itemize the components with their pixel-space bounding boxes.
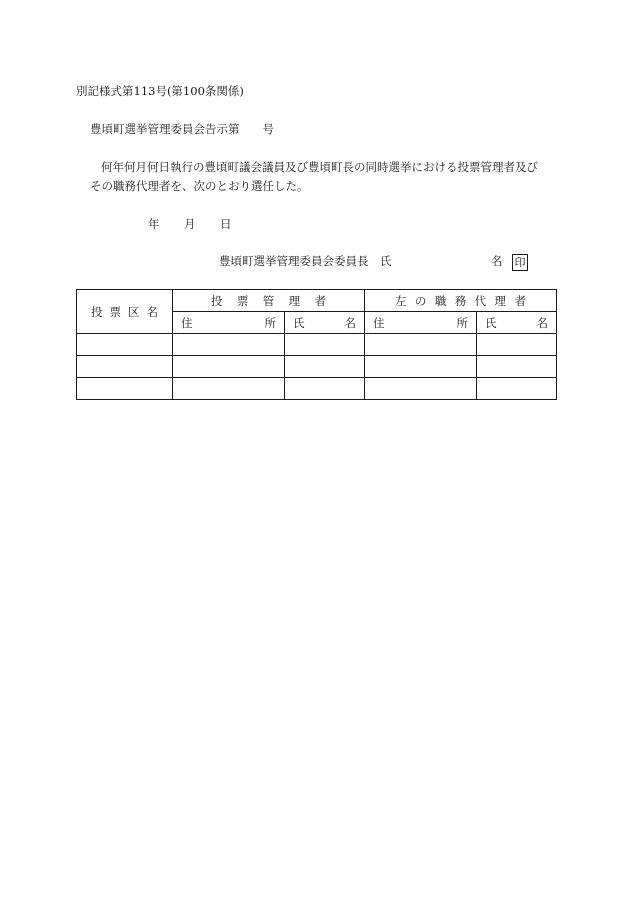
header-char: 者 — [314, 293, 326, 308]
table-cell — [365, 356, 477, 378]
appointment-table — [76, 289, 557, 400]
deputy-header-text — [365, 293, 556, 309]
table-cell — [77, 356, 173, 378]
header-char: 住 — [181, 315, 193, 330]
deputy-header — [365, 290, 557, 312]
form-reference: 別記様式第113号(第100条関係) — [76, 84, 244, 98]
notice-title: 豊頃町選挙管理委員会告示第 号 — [90, 122, 274, 136]
header-char: 管 — [262, 293, 275, 308]
table-cell — [77, 378, 173, 400]
table-row — [77, 356, 557, 378]
body-line-1: 何年何月何日執行の豊頃町議会議員及び豊頃町長の同時選挙における投票管理者及び — [101, 160, 538, 174]
deputy-address-header — [365, 312, 477, 334]
body-line-2: その職務代理者を、次のとおり選任した。 — [90, 179, 309, 193]
date-day: 日 — [220, 217, 232, 231]
table-row — [77, 378, 557, 400]
table-cell — [285, 356, 365, 378]
deputy-name-header — [477, 312, 557, 334]
deputy-name-text — [477, 315, 556, 331]
date-year: 年 — [148, 217, 160, 231]
header-char: 氏 — [485, 315, 497, 330]
header-char: 票 — [236, 293, 249, 308]
table-cell — [477, 334, 557, 356]
header-char: の — [414, 293, 427, 308]
table-row — [77, 334, 557, 356]
header-char: 職 — [434, 293, 447, 308]
header-char: 住 — [373, 315, 385, 330]
header-char: 所 — [264, 315, 276, 330]
manager-header-text — [173, 293, 364, 309]
manager-name-text — [285, 315, 364, 331]
header-char: 票 — [109, 304, 121, 319]
manager-address-text — [173, 315, 284, 331]
table-cell — [173, 378, 285, 400]
table-cell — [173, 356, 285, 378]
signatory-org: 豊頃町選挙管理委員会委員長 氏 — [219, 254, 392, 268]
header-char: 者 — [514, 293, 526, 308]
table-cell — [285, 378, 365, 400]
header-char: 務 — [454, 293, 467, 308]
district-header — [77, 290, 173, 334]
signatory-name-label: 名 — [491, 254, 503, 268]
table-cell — [77, 334, 173, 356]
district-header-text — [77, 304, 172, 320]
table-cell — [477, 378, 557, 400]
header-char: 理 — [494, 293, 507, 308]
table-cell — [173, 334, 285, 356]
header-char: 区 — [128, 304, 140, 319]
header-char: 氏 — [293, 315, 305, 330]
seal-mark: 印 — [512, 254, 528, 271]
header-char: 名 — [536, 315, 548, 330]
header-char: 投 — [211, 293, 223, 308]
header-char: 所 — [456, 315, 468, 330]
manager-address-header — [173, 312, 285, 334]
header-char: 名 — [344, 315, 356, 330]
table-header-row — [77, 290, 557, 312]
header-char: 左 — [395, 293, 407, 308]
table-cell — [285, 334, 365, 356]
header-char: 代 — [474, 293, 487, 308]
table-cell — [365, 334, 477, 356]
deputy-address-text — [365, 315, 476, 331]
manager-header — [173, 290, 365, 312]
date-month: 月 — [184, 217, 196, 231]
header-char: 投 — [91, 304, 103, 319]
header-char: 名 — [146, 304, 158, 319]
table-cell — [365, 378, 477, 400]
header-char: 理 — [288, 293, 301, 308]
table-cell — [477, 356, 557, 378]
manager-name-header — [285, 312, 365, 334]
